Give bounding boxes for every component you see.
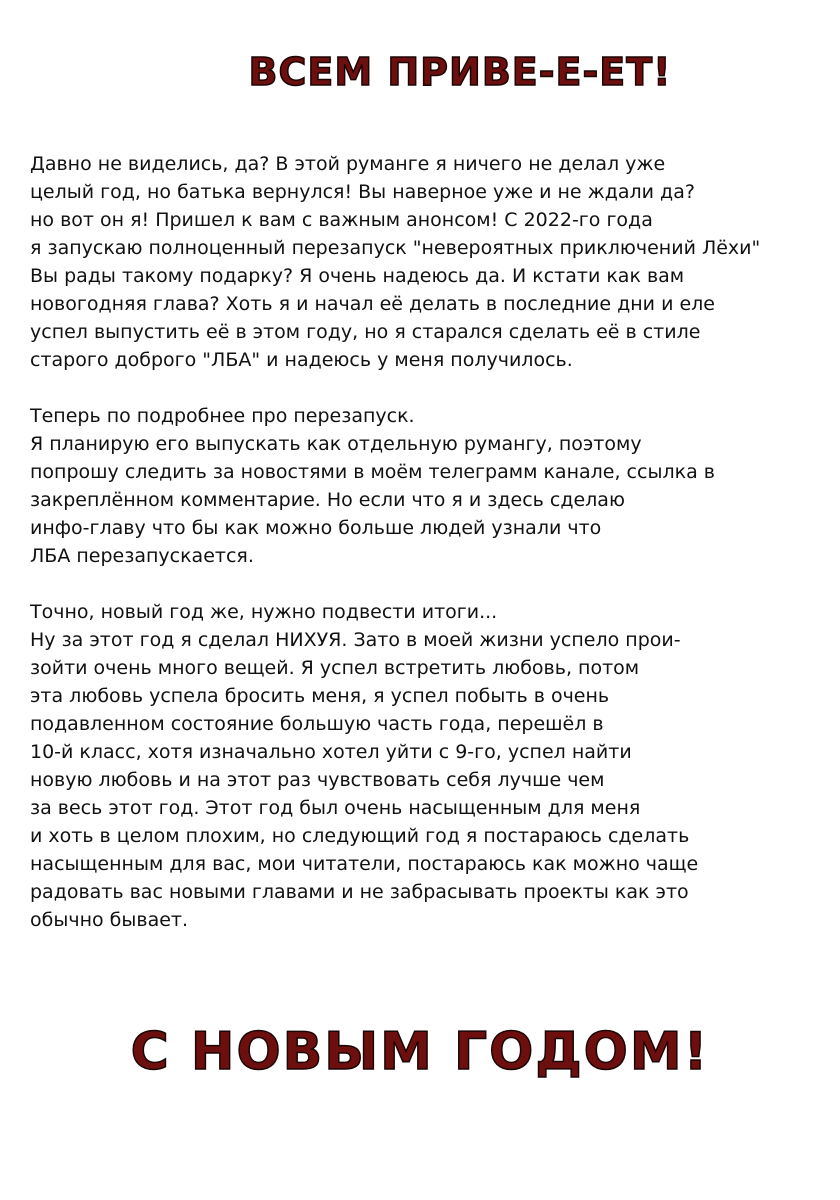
text-line: Вы рады такому подарку? Я очень надеюсь да. И кстати как вам	[30, 265, 685, 287]
text-line: и хоть в целом плохим, но следующий год я постараюсь сделать	[30, 825, 690, 847]
text-line: Ну за этот год я сделал НИХУЯ. Зато в моей жизни успело прои-	[30, 629, 681, 651]
text-line: Я планирую его выпускать как отдельную румангу, поэтому	[30, 433, 642, 455]
text-line: радовать вас новыми главами и не забрасывать проекты как это	[30, 881, 689, 903]
text-line: новогодняя глава? Хоть я и начал её делать в последние дни и еле	[30, 293, 715, 315]
text-line: успел выпустить её в этом году, но я старался сделать её в стиле	[30, 321, 701, 343]
message-body	[30, 150, 820, 962]
text-line: насыщенным для вас, мои читатели, постараюсь как можно чаще	[30, 853, 699, 875]
text-line: подавленном состояние большую часть года, перешёл в	[30, 713, 604, 735]
text-line: Давно не виделись, да? В этой руманге я ничего не делал уже	[30, 153, 666, 175]
text-line: Точно, новый год же, нужно подвести итоги...	[30, 601, 498, 623]
text-line: за весь этот год. Этот год был очень насыщенным для меня	[30, 797, 641, 819]
text-line: целый год, но батька вернулся! Вы наверное уже и не ждали да?	[30, 181, 695, 203]
text-line: новую любовь и на этот раз чувствовать себя лучше чем	[30, 769, 605, 791]
text-line: инфо-главу что бы как можно больше людей узнали что	[30, 517, 602, 539]
text-line: но вот он я! Пришел к вам с важным анонсом! С 2022-го года	[30, 209, 653, 231]
text-line: зойти очень много вещей. Я успел встретить любовь, потом	[30, 657, 640, 679]
paragraph-announcement	[30, 150, 820, 374]
text-line: обычно бывает.	[30, 909, 189, 931]
paragraph-year-summary	[30, 598, 820, 934]
text-line: эта любовь успела бросить меня, я успел побыть в очень	[30, 685, 610, 707]
text-line: 10-й класс, хотя изначально хотел уйти с 9-го, успел найти	[30, 741, 632, 763]
new-year-title: С НОВЫМ ГОДОМ!	[130, 1022, 710, 1082]
greeting-title: ВСЕМ ПРИВЕ-Е-ЕТ!	[248, 50, 672, 94]
text-line: старого доброго "ЛБА" и надеюсь у меня получилось.	[30, 349, 573, 371]
text-line: я запускаю полноценный перезапуск "невероятных приключений Лёхи"	[30, 237, 761, 259]
text-line: Теперь по подробнее про перезапуск.	[30, 405, 415, 427]
text-line: попрошу следить за новостями в моём телеграмм канале, ссылка в	[30, 461, 715, 483]
text-line: ЛБА перезапускается.	[30, 545, 254, 567]
text-line: закреплённом комментарие. Но если что я и здесь сделаю	[30, 489, 625, 511]
paragraph-relaunch	[30, 402, 820, 570]
